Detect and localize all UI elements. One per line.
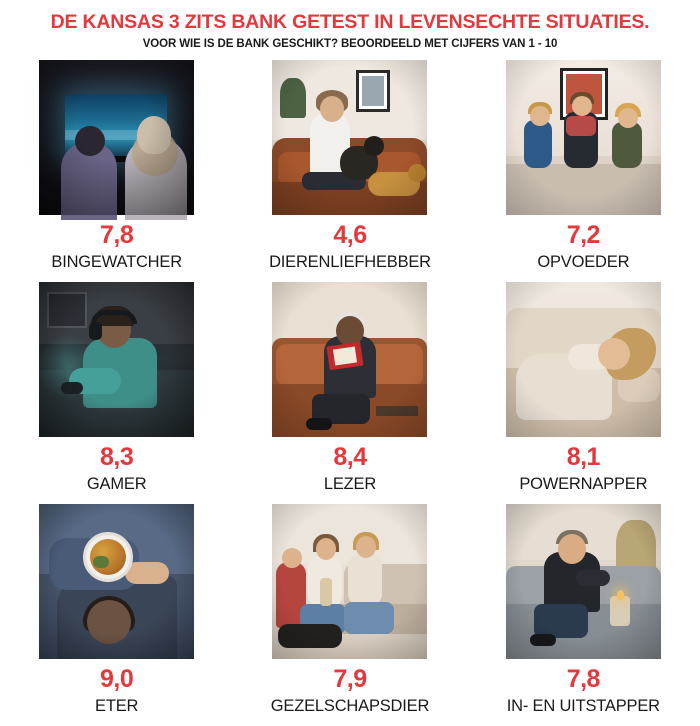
score-lezer: 8,4 — [333, 443, 367, 472]
photo-powernapper — [506, 282, 661, 437]
score-gamer: 8,3 — [100, 443, 134, 472]
label-in-en-uitstapper: IN- EN UITSTAPPER — [506, 697, 660, 716]
rating-cell-gezelschapsdier — [233, 504, 466, 726]
header — [0, 0, 700, 50]
photo-gezelschapsdier — [272, 504, 427, 659]
score-opvoeder: 7,2 — [566, 221, 600, 250]
rating-cell-dierenliefhebber — [233, 60, 466, 282]
rating-cell-gamer — [0, 282, 233, 504]
photo-bingewatcher — [39, 60, 194, 215]
rating-cell-opvoeder — [467, 60, 700, 282]
score-bingewatcher: 7,8 — [100, 221, 134, 250]
score-gezelschapsdier: 7,9 — [333, 665, 367, 694]
photo-dierenliefhebber — [272, 60, 427, 215]
label-gezelschapsdier: GEZELSCHAPSDIER — [270, 697, 430, 716]
rating-cell-powernapper — [467, 282, 700, 504]
label-powernapper: POWERNAPPER — [519, 475, 648, 494]
page-subtitle: VOOR WIE IS DE BANK GESCHIKT? BEOORDEELD MET CIJFERS VAN 1 - 10 — [142, 38, 558, 51]
score-dierenliefhebber: 4,6 — [333, 221, 367, 250]
label-dierenliefhebber: DIERENLIEFHEBBER — [269, 253, 431, 272]
label-bingewatcher: BINGEWATCHER — [51, 253, 182, 272]
rating-cell-lezer — [233, 282, 466, 504]
rating-grid — [0, 60, 700, 726]
rating-cell-eter — [0, 504, 233, 726]
score-in-en-uitstapper: 7,8 — [566, 665, 600, 694]
photo-eter — [39, 504, 194, 659]
photo-opvoeder — [506, 60, 661, 215]
label-opvoeder: OPVOEDER — [537, 253, 630, 272]
rating-cell-bingewatcher — [0, 60, 233, 282]
score-powernapper: 8,1 — [566, 443, 600, 472]
score-eter: 9,0 — [100, 665, 134, 694]
label-eter: ETER — [95, 697, 139, 716]
photo-gamer — [39, 282, 194, 437]
photo-lezer — [272, 282, 427, 437]
label-gamer: GAMER — [86, 475, 147, 494]
rating-cell-in-en-uitstapper — [467, 504, 700, 726]
photo-in-en-uitstapper — [506, 504, 661, 659]
label-lezer: LEZER — [323, 475, 377, 494]
page-title: DE KANSAS 3 ZITS BANK GETEST IN LEVENSECHTE SITUATIES. — [50, 11, 650, 33]
